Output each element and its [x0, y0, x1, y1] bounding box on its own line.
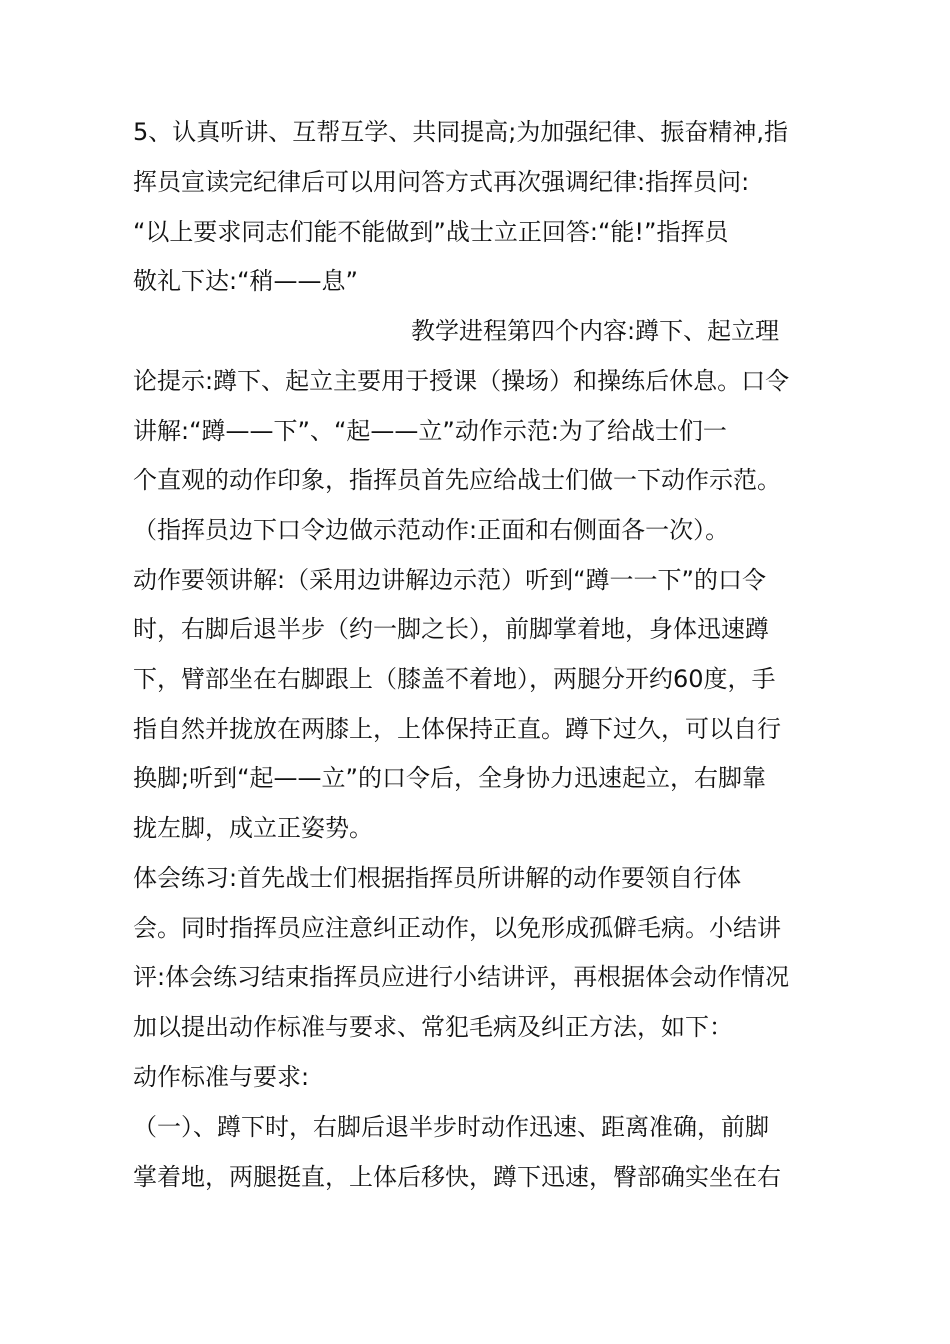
text-line: 敬礼下达:“稍——息”	[133, 267, 358, 295]
section-heading-line: 教学进程第四个内容:蹲下、起立理	[411, 317, 780, 345]
text-line: 换脚;听到“起——立”的口令后，全身协力迅速起立，右脚靠	[133, 764, 766, 792]
text-line: 掌着地，两腿挺直，上体后移快，蹲下迅速，臀部确实坐在右	[133, 1163, 781, 1191]
text-line: “以上要求同志们能不能做到”战士立正回答:“能!”指挥员	[133, 218, 729, 246]
text-line: 加以提出动作标准与要求、常犯毛病及纠正方法，如下：	[133, 1013, 733, 1041]
text-line: 论提示:蹲下、起立主要用于授课（操场）和操练后休息。口令	[133, 367, 790, 395]
text-line: 会。同时指挥员应注意纠正动作，以免形成孤僻毛病。小结讲	[133, 914, 781, 942]
text-line: 评:体会练习结束指挥员应进行小结讲评，再根据体会动作情况	[133, 963, 790, 991]
text-line: 个直观的动作印象，指挥员首先应给战士们做一下动作示范。	[133, 466, 781, 494]
text-line: 动作标准与要求:	[133, 1063, 310, 1091]
text-line: 动作要领讲解:（采用边讲解边示范）听到“蹲一一下”的口令	[133, 566, 766, 594]
text-line: 下，臂部坐在右脚跟上（膝盖不着地），两腿分开约60度，手	[133, 665, 776, 693]
text-line: 体会练习:首先战士们根据指挥员所讲解的动作要领自行体	[133, 864, 742, 892]
text-line: 拢左脚，成立正姿势。	[133, 814, 373, 842]
text-line: 指自然并拢放在两膝上，上体保持正直。蹲下过久，可以自行	[133, 715, 781, 743]
text-line: 时，右脚后退半步（约一脚之长），前脚掌着地，身体迅速蹲	[133, 615, 769, 643]
text-line: 挥员宣读完纪律后可以用问答方式再次强调纪律:指挥员问:	[133, 168, 750, 196]
text-line: （指挥员边下口令边做示范动作:正面和右侧面各一次）。	[133, 516, 730, 544]
text-line: 讲解:“蹲——下”、“起——立”动作示范:为了给战士们一	[133, 417, 727, 445]
text-line: （一）、蹲下时，右脚后退半步时动作迅速、距离准确，前脚	[133, 1113, 769, 1141]
text-line: 5、认真听讲、互帮互学、共同提高;为加强纪律、振奋精神,指	[133, 118, 788, 146]
